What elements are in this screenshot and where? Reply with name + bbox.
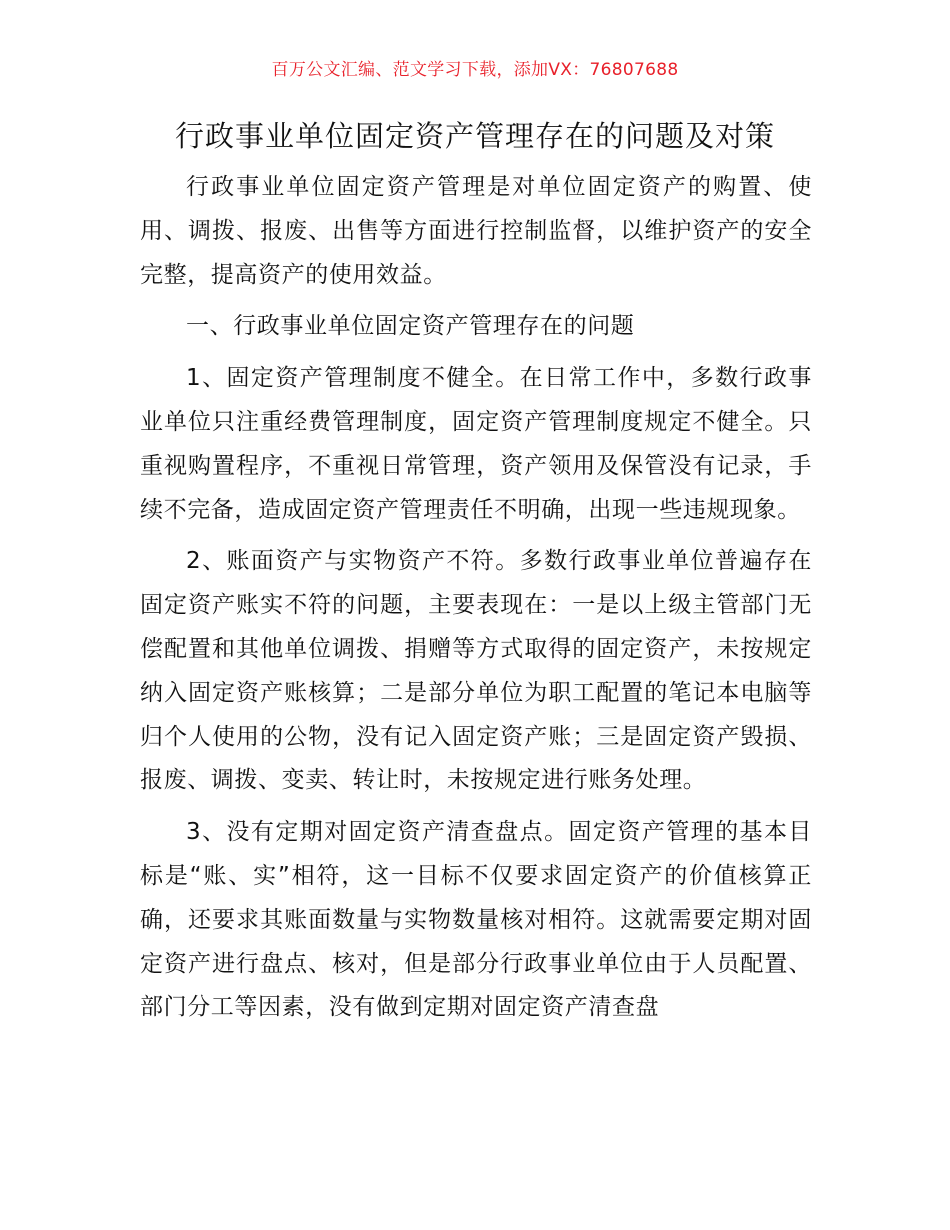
- section-heading-problems: 一、行政事业单位固定资产管理存在的问题: [186, 313, 635, 340]
- document-body: [140, 166, 812, 1030]
- paragraph-problem-3: 3、没有定期对固定资产清查盘点。固定资产管理的基本目标是“账、实”相符，这一目标不仅要求固定资产的价值核算正确，还要求其账面数量与实物数量核对相符。这就需要定期对固定资产进行盘点、核对，但是部分行政事业单位由于人员配置、部门分工等因素，没有做到定期对固定资产清查盘: [140, 819, 812, 1021]
- header-watermark-text: 百万公文汇编、范文学习下载，添加VX：76807688: [271, 60, 679, 80]
- paragraph-problem-2: 2、账面资产与实物资产不符。多数行政事业单位普遍存在固定资产账实不符的问题，主要表现在：一是以上级主管部门无偿配置和其他单位调拨、捐赠等方式取得的固定资产，未按规定纳入固定资产账核算；二是部分单位为职工配置的笔记本电脑等归个人使用的公物，没有记入固定资产账；三是固定资产毁损、报废、调拨、变卖、转让时，未按规定进行账务处理。: [140, 548, 812, 794]
- paragraph-intro: 行政事业单位固定资产管理是对单位固定资产的购置、使用、调拨、报废、出售等方面进行控制监督，以维护资产的安全完整，提高资产的使用效益。: [140, 174, 812, 288]
- document-title: 行政事业单位固定资产管理存在的问题及对策: [174, 119, 775, 153]
- paragraph-problem-1: 1、固定资产管理制度不健全。在日常工作中，多数行政事业单位只注重经费管理制度，固定资产管理制度规定不健全。只重视购置程序，不重视日常管理，资产领用及保管没有记录，手续不完备，造成固定资产管理责任不明确，出现一些违规现象。: [140, 365, 812, 523]
